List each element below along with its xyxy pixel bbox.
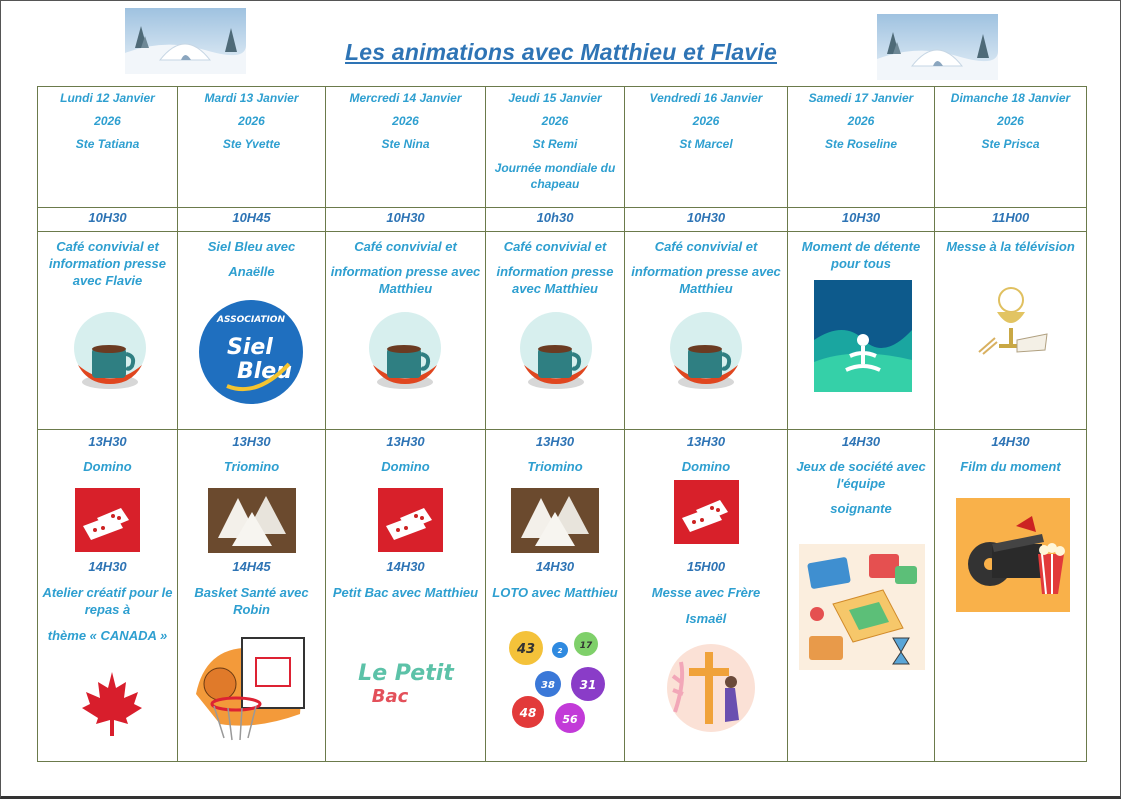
day-year: 2026 [541, 114, 569, 128]
loto-balls-icon [500, 624, 616, 736]
day-year: 2026 [94, 114, 121, 128]
petit-bac-logo-line-1: Le Petit [358, 661, 454, 686]
day-year: 2026 [692, 114, 720, 128]
activity-time: 13H30 [232, 434, 271, 449]
siel-bleu-logo-top: ASSOCIATION [217, 315, 285, 325]
activity-label-2: Atelier créatif pour le repas à [42, 585, 173, 617]
coffee-cup-icon [72, 310, 150, 392]
activity-label-2: information presse avec Matthieu [330, 264, 481, 296]
day-saint: Ste Prisca [981, 137, 1040, 151]
activity-label: Messe à la télévision [946, 239, 1075, 254]
petit-bac-logo-line-2: Bac [371, 686, 409, 707]
activity-label-2: information presse avec Matthieu [496, 264, 614, 296]
activity-label-2b: Ismaël [685, 611, 727, 626]
day-date: Mardi 13 Janvier [204, 91, 299, 105]
activity-label-2: information presse avec Matthieu [631, 264, 781, 296]
activity-time: 13H30 [535, 434, 575, 449]
loto-ball-number: 17 [579, 641, 593, 651]
page-title: Les animations avec Matthieu et Flavie [345, 39, 777, 65]
day-saint: Ste Yvette [222, 137, 281, 151]
day-date: Vendredi 16 Janvier [649, 91, 763, 105]
triomino-icon [511, 488, 599, 553]
chalice-icon [971, 282, 1051, 362]
activity-label-2: Messe avec Frère [651, 585, 761, 600]
day-date: Samedi 17 Janvier [808, 91, 914, 105]
activity-label: Café convivial et [503, 239, 607, 254]
activity-label: Jeux de société avec l'équipe [796, 459, 926, 491]
maple-leaf-icon [80, 670, 144, 738]
day-header [38, 87, 178, 208]
meditation-icon [814, 280, 912, 392]
day-header [178, 87, 326, 208]
activity-label: Café convivial et [354, 239, 457, 254]
activity-time: 14H30 [991, 434, 1030, 449]
activity-time: 10H45 [232, 210, 271, 225]
siel-bleu-logo-line-2: Bleu [237, 359, 292, 384]
coffee-cup-icon [367, 310, 445, 392]
activity-time: 10H30 [386, 210, 425, 225]
petit-bac-logo [356, 658, 456, 708]
day-year: 2026 [392, 114, 419, 128]
afternoon-row [38, 430, 1087, 762]
loto-ball-number: 31 [579, 678, 597, 692]
loto-ball-number: 48 [519, 706, 537, 720]
activity-time-2: 14H45 [232, 559, 271, 574]
day-header [935, 87, 1087, 208]
triomino-icon [208, 488, 296, 553]
coffee-cup-icon [668, 310, 746, 392]
morning-time-row [38, 208, 1087, 232]
day-date: Jeudi 15 Janvier [508, 91, 602, 105]
weekly-schedule-table [37, 86, 1087, 762]
loto-ball-number: 56 [562, 713, 578, 726]
day-year: 2026 [997, 114, 1024, 128]
activity-time: 10H30 [841, 210, 881, 225]
day-date: Dimanche 18 Janvier [950, 91, 1071, 105]
day-year: 2026 [238, 114, 265, 128]
activity-time: 13H30 [386, 434, 425, 449]
activity-time: 13H30 [88, 434, 127, 449]
loto-ball-number: 43 [516, 642, 536, 657]
siel-bleu-logo [197, 298, 305, 406]
activity-label: Siel Bleu avec [207, 239, 296, 254]
activity-label-2: Anaëlle [228, 264, 275, 279]
morning-activity-row [38, 232, 1087, 430]
activity-time: 11H00 [991, 210, 1030, 225]
activity-label: Café convivial et information presse avec Flavie [48, 239, 167, 288]
day-saint: Ste Roseline [824, 137, 898, 151]
activity-time: 10h30 [536, 210, 574, 225]
day-year: 2026 [847, 114, 875, 128]
activity-label: Triomino [527, 459, 583, 474]
activity-time: 10H30 [686, 210, 726, 225]
activity-label-2: soignante [830, 501, 892, 516]
activity-time-2: 14H30 [535, 559, 575, 574]
day-header [326, 87, 486, 208]
domino-icon [75, 488, 140, 552]
activity-label: Film du moment [960, 459, 1061, 474]
day-event: Journée mondiale du chapeau [494, 161, 616, 191]
domino-icon [378, 488, 443, 552]
activity-label-2b: thème « CANADA » [47, 628, 168, 643]
day-saint: St Remi [532, 137, 578, 151]
days-row [38, 87, 1087, 208]
activity-time: 14H30 [841, 434, 881, 449]
activity-label: Café convivial et [654, 239, 758, 254]
cinema-icon [956, 498, 1070, 612]
cross-prayer-icon [665, 642, 757, 734]
day-header [625, 87, 788, 208]
day-header [788, 87, 935, 208]
day-saint: Ste Tatiana [75, 137, 140, 151]
activity-label: Domino [381, 459, 430, 474]
day-date: Lundi 12 Janvier [60, 91, 155, 105]
coffee-cup-icon [518, 310, 596, 392]
activity-label-2: Petit Bac avec Matthieu [332, 585, 479, 600]
activity-label: Domino [83, 459, 132, 474]
day-date: Mercredi 14 Janvier [349, 91, 462, 105]
day-saint: St Marcel [679, 137, 733, 151]
activity-time: 13H30 [686, 434, 726, 449]
activity-label-2: LOTO avec Matthieu [492, 585, 618, 600]
siel-bleu-logo-line-1: Siel [227, 335, 273, 360]
activity-label: Triomino [223, 459, 280, 474]
activity-time-2: 15H00 [686, 559, 726, 574]
activity-label: Domino [681, 459, 731, 474]
activity-time-2: 14H30 [88, 559, 127, 574]
loto-ball-number: 2 [557, 647, 563, 655]
basketball-hoop-icon [196, 634, 308, 744]
day-saint: Ste Nina [381, 137, 430, 151]
board-games-icon [799, 544, 925, 670]
loto-ball-number: 38 [541, 680, 555, 691]
activity-label: Moment de détente pour tous [801, 239, 921, 271]
domino-icon [674, 480, 739, 544]
activity-label-2: Basket Santé avec Robin [194, 585, 309, 617]
activity-time-2: 14H30 [386, 559, 425, 574]
activity-time: 10H30 [88, 210, 127, 225]
day-header [486, 87, 625, 208]
